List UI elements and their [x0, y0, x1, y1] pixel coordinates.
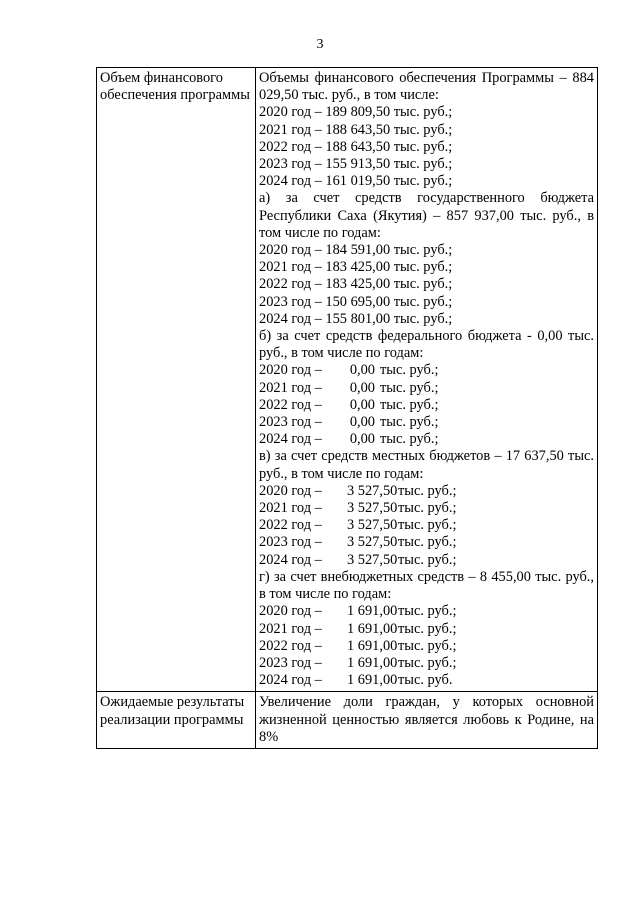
year: 2024 год –	[259, 672, 322, 689]
group-d-line	[259, 672, 594, 689]
group-a-heading: а) за счет средств государственного бюджета Республики Саха (Якутия) – 857 937,00 тыс. руб., в том числе по годам:	[259, 190, 594, 241]
unit: тыс. руб.;	[398, 500, 457, 517]
year: 2021 год –	[259, 500, 322, 517]
financing-intro: Объемы финансового обеспечения Программы – 884 029,50 тыс. руб., в том числе:	[259, 70, 594, 104]
year: 2020 год –	[259, 482, 322, 499]
group-d-line	[259, 621, 594, 638]
financing-content	[256, 68, 598, 692]
unit: тыс. руб.;	[398, 620, 457, 637]
amount: 3 527,50	[347, 517, 398, 534]
totals-line: 2021 год – 188 643,50 тыс. руб.;	[259, 121, 453, 138]
page-number: 3	[316, 37, 324, 52]
unit: тыс. руб.;	[398, 637, 457, 654]
totals-list	[259, 104, 594, 190]
totals-line: 2020 год – 189 809,50 тыс. руб.;	[259, 104, 453, 121]
group-b-line	[259, 362, 594, 379]
amount: 1 691,00	[347, 672, 398, 689]
program-passport-table	[96, 67, 598, 749]
group-d-line	[259, 603, 594, 620]
unit: тыс. руб.;	[398, 603, 457, 620]
table-row-financing	[97, 68, 598, 692]
totals-line: 2022 год – 188 643,50 тыс. руб.;	[259, 138, 453, 155]
unit: тыс. руб.;	[380, 379, 439, 396]
unit: тыс. руб.;	[380, 431, 439, 448]
group-b-line	[259, 380, 594, 397]
group-a-list	[259, 242, 594, 328]
amount: 3 527,50	[347, 500, 398, 517]
group-d-list	[259, 603, 594, 689]
group-a-line: 2023 год – 150 695,00 тыс. руб.;	[259, 293, 453, 310]
group-c-heading: в) за счет средств местных бюджетов – 17 637,50 тыс. руб., в том числе по годам:	[259, 448, 594, 482]
group-a-line: 2021 год – 183 425,00 тыс. руб.;	[259, 259, 453, 276]
amount: 1 691,00	[347, 637, 398, 654]
group-b-line	[259, 397, 594, 414]
totals-line: 2023 год – 155 913,50 тыс. руб.;	[259, 156, 453, 173]
amount: 0,00	[349, 414, 375, 431]
year: 2024 год –	[259, 551, 322, 568]
year: 2022 год –	[259, 517, 322, 534]
unit: тыс. руб.	[398, 672, 453, 689]
results-label: Ожидаемые результаты реализации программы	[97, 692, 256, 749]
group-c-line	[259, 500, 594, 517]
group-c-line	[259, 552, 594, 569]
unit: тыс. руб.;	[380, 362, 439, 379]
table-row-results	[97, 692, 598, 749]
amount: 3 527,50	[347, 482, 398, 499]
group-a-line: 2024 год – 155 801,00 тыс. руб.;	[259, 310, 453, 327]
group-d-line	[259, 638, 594, 655]
amount: 3 527,50	[347, 551, 398, 568]
year: 2021 год –	[259, 379, 322, 396]
group-b-list	[259, 362, 594, 448]
group-d-heading: г) за счет внебюджетных средств – 8 455,00 тыс. руб., в том числе по годам:	[259, 568, 594, 603]
group-b-line	[259, 414, 594, 431]
year: 2020 год –	[259, 362, 322, 379]
unit: тыс. руб.;	[398, 534, 457, 551]
unit: тыс. руб.;	[398, 551, 457, 568]
results-text: Увеличение доли граждан, у которых основной жизненной ценностью является любовь к Родине, на 8%	[256, 692, 598, 749]
year: 2020 год –	[259, 603, 322, 620]
amount: 0,00	[349, 431, 375, 448]
amount: 3 527,50	[347, 534, 398, 551]
totals-line: 2024 год – 161 019,50 тыс. руб.;	[259, 173, 453, 190]
group-a-line: 2020 год – 184 591,00 тыс. руб.;	[259, 242, 453, 259]
year: 2024 год –	[259, 431, 322, 448]
year: 2023 год –	[259, 414, 322, 431]
unit: тыс. руб.;	[398, 482, 457, 499]
year: 2022 год –	[259, 637, 322, 654]
amount: 0,00	[349, 379, 375, 396]
group-b-line	[259, 431, 594, 448]
amount: 0,00	[349, 362, 375, 379]
group-b-heading: б) за счет средств федерального бюджета - 0,00 тыс. руб., в том числе по годам:	[259, 328, 594, 362]
group-c-line	[259, 534, 594, 551]
group-c-line	[259, 517, 594, 534]
year: 2022 год –	[259, 396, 322, 413]
group-c-list	[259, 483, 594, 569]
financing-label: Объем финансового обеспечения программы	[97, 68, 256, 692]
unit: тыс. руб.;	[380, 396, 439, 413]
amount: 1 691,00	[347, 603, 398, 620]
group-d-line	[259, 655, 594, 672]
amount: 1 691,00	[347, 620, 398, 637]
unit: тыс. руб.;	[398, 654, 457, 671]
amount: 1 691,00	[347, 654, 398, 671]
group-a-line: 2022 год – 183 425,00 тыс. руб.;	[259, 276, 453, 293]
unit: тыс. руб.;	[398, 517, 457, 534]
unit: тыс. руб.;	[380, 414, 439, 431]
year: 2023 год –	[259, 534, 322, 551]
group-c-line	[259, 483, 594, 500]
year: 2023 год –	[259, 654, 322, 671]
year: 2021 год –	[259, 620, 322, 637]
amount: 0,00	[349, 396, 375, 413]
